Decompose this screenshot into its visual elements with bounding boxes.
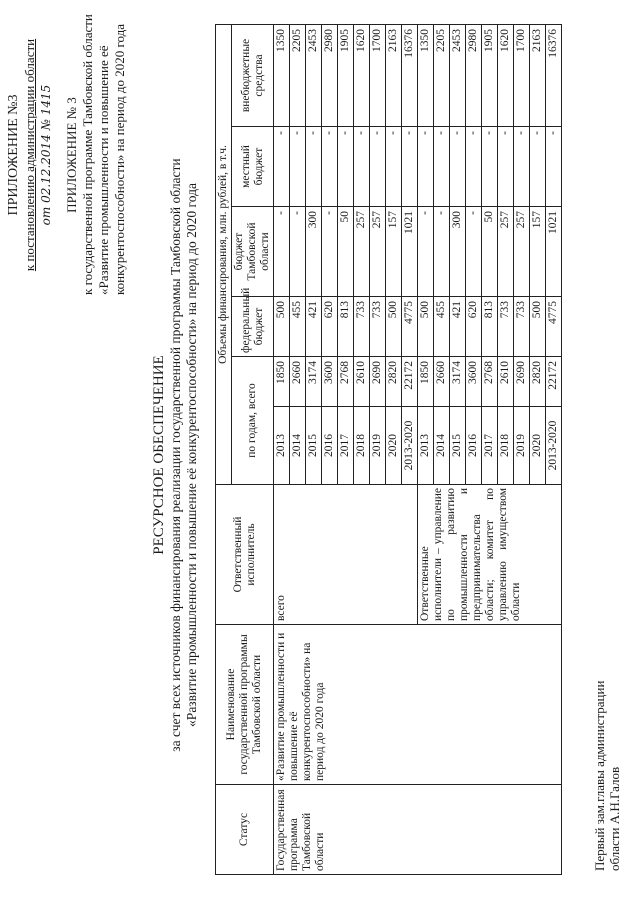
- federal-cell: 421: [450, 297, 466, 357]
- appendix-sub-text: к государственной программе Тамбовской области «Развитие промышленности и повышение её конкурентоспособности» на период до 2020 года: [80, 14, 127, 295]
- federal-cell: 500: [274, 297, 290, 357]
- federal-cell: 813: [482, 297, 498, 357]
- extra-cell: 2205: [434, 25, 450, 127]
- year-cell: 2020: [530, 407, 546, 485]
- local-cell: -: [306, 127, 322, 207]
- local-cell: -: [482, 127, 498, 207]
- extra-cell: 1905: [482, 25, 498, 127]
- signature-line1: Первый зам.главы администрации: [592, 680, 607, 871]
- total-cell: 1850: [418, 357, 434, 407]
- regional-cell: 257: [370, 207, 386, 297]
- local-cell: -: [450, 127, 466, 207]
- extra-cell: 2163: [386, 25, 402, 127]
- year-cell: 2015: [306, 407, 322, 485]
- local-cell: -: [322, 127, 338, 207]
- year-cell: 2019: [514, 407, 530, 485]
- local-cell: -: [354, 127, 370, 207]
- total-cell: 2768: [338, 357, 354, 407]
- local-cell: -: [530, 127, 546, 207]
- local-cell: -: [338, 127, 354, 207]
- total-cell: 2610: [354, 357, 370, 407]
- extra-cell: 16376: [402, 25, 418, 127]
- year-cell: 2013-2020: [546, 407, 562, 485]
- extra-cell: 1700: [370, 25, 386, 127]
- regional-cell: 257: [354, 207, 370, 297]
- federal-cell: 620: [322, 297, 338, 357]
- regional-cell: -: [290, 207, 306, 297]
- local-cell: -: [514, 127, 530, 207]
- extra-cell: 2980: [466, 25, 482, 127]
- year-cell: 2014: [290, 407, 306, 485]
- extra-cell: 16376: [546, 25, 562, 127]
- regional-cell: -: [274, 207, 290, 297]
- total-cell: 2690: [370, 357, 386, 407]
- federal-cell: 455: [434, 297, 450, 357]
- table-row: [274, 25, 290, 875]
- heading-line3: «Развитие промышленности и повышение её конкурентоспособности» на период до 2020 года: [184, 183, 199, 727]
- year-cell: 2014: [434, 407, 450, 485]
- header-local: местный бюджет: [232, 127, 274, 207]
- year-cell: 2018: [354, 407, 370, 485]
- year-cell: 2019: [370, 407, 386, 485]
- regional-cell: 300: [450, 207, 466, 297]
- year-cell: 2013: [418, 407, 434, 485]
- heading-line2: за счет всех источников финансирования реализации государственной программы Тамбовской области: [168, 158, 183, 752]
- header-federal: федеральный бюджет: [232, 297, 274, 357]
- regional-cell: -: [418, 207, 434, 297]
- regional-cell: 1021: [546, 207, 562, 297]
- total-cell: 2820: [530, 357, 546, 407]
- header-executor: Ответственный исполнитель: [216, 485, 274, 625]
- federal-cell: 421: [306, 297, 322, 357]
- year-cell: 2015: [450, 407, 466, 485]
- local-cell: -: [498, 127, 514, 207]
- regional-cell: 50: [338, 207, 354, 297]
- header-regional: бюджет Тамбовской области: [232, 207, 274, 297]
- total-cell: 22172: [546, 357, 562, 407]
- year-cell: 2020: [386, 407, 402, 485]
- local-cell: -: [402, 127, 418, 207]
- federal-cell: 4775: [546, 297, 562, 357]
- regional-cell: 257: [514, 207, 530, 297]
- appendix-main-title: ПРИЛОЖЕНИЕ №3: [6, 94, 21, 216]
- appendix-main-subtitle: к постановлению администрации области: [22, 38, 37, 272]
- header-program-name: Наименование государственной программы Тамбовской области: [216, 625, 274, 785]
- extra-cell: 2453: [306, 25, 322, 127]
- extra-cell: 1620: [354, 25, 370, 127]
- regional-cell: -: [322, 207, 338, 297]
- header-volumes: Объемы финансирования, млн. рублей, в т.ч.: [216, 25, 232, 485]
- total-cell: 22172: [402, 357, 418, 407]
- local-cell: -: [466, 127, 482, 207]
- local-cell: -: [274, 127, 290, 207]
- total-cell: 3174: [306, 357, 322, 407]
- header-extra: внебюджетные средства: [232, 25, 274, 127]
- federal-cell: 500: [530, 297, 546, 357]
- appendix-sub-title: ПРИЛОЖЕНИЕ № 3: [64, 97, 79, 213]
- local-cell: -: [434, 127, 450, 207]
- year-cell: 2017: [338, 407, 354, 485]
- appendix-block: [6, 5, 128, 305]
- handwritten-reference: от 02.12.2014 № 1415: [39, 84, 53, 226]
- extra-cell: 2163: [530, 25, 546, 127]
- total-cell: 3600: [466, 357, 482, 407]
- year-cell: 2017: [482, 407, 498, 485]
- year-cell: 2013: [274, 407, 290, 485]
- total-cell: 3600: [322, 357, 338, 407]
- total-cell: 2610: [498, 357, 514, 407]
- document-heading: [150, 45, 200, 865]
- federal-cell: 500: [386, 297, 402, 357]
- regional-cell: 257: [498, 207, 514, 297]
- executor-cell: всего: [274, 485, 418, 625]
- local-cell: -: [370, 127, 386, 207]
- program-name-cell: «Развитие промышленности и повышение её конкурентоспособности» на период до 2020 года: [274, 625, 562, 785]
- regional-cell: 300: [306, 207, 322, 297]
- header-status: Статус: [216, 785, 274, 875]
- year-cell: 2016: [466, 407, 482, 485]
- total-cell: 2820: [386, 357, 402, 407]
- federal-cell: 733: [354, 297, 370, 357]
- total-cell: 2660: [290, 357, 306, 407]
- total-cell: 2660: [434, 357, 450, 407]
- resource-table: [215, 24, 562, 875]
- federal-cell: 813: [338, 297, 354, 357]
- total-cell: 3174: [450, 357, 466, 407]
- regional-cell: 157: [530, 207, 546, 297]
- extra-cell: 1350: [418, 25, 434, 127]
- federal-cell: 733: [514, 297, 530, 357]
- signature-block: [592, 681, 622, 871]
- year-cell: 2018: [498, 407, 514, 485]
- regional-cell: 50: [482, 207, 498, 297]
- extra-cell: 2205: [290, 25, 306, 127]
- local-cell: -: [418, 127, 434, 207]
- extra-cell: 1350: [274, 25, 290, 127]
- executor-cell: Ответственные исполнители – управление по развитию промышленности и предпринимательства области; комитет по управлению имуществом области: [418, 485, 562, 625]
- local-cell: -: [290, 127, 306, 207]
- heading-line1: РЕСУРСНОЕ ОБЕСПЕЧЕНИЕ: [151, 355, 167, 555]
- extra-cell: 2453: [450, 25, 466, 127]
- total-cell: 1850: [274, 357, 290, 407]
- year-cell: 2013-2020: [402, 407, 418, 485]
- extra-cell: 1905: [338, 25, 354, 127]
- signature-line2: области А.Н.Галов: [607, 766, 622, 871]
- regional-cell: -: [434, 207, 450, 297]
- extra-cell: 2980: [322, 25, 338, 127]
- total-cell: 2690: [514, 357, 530, 407]
- federal-cell: 4775: [402, 297, 418, 357]
- local-cell: -: [546, 127, 562, 207]
- local-cell: -: [386, 127, 402, 207]
- extra-cell: 1620: [498, 25, 514, 127]
- federal-cell: 500: [418, 297, 434, 357]
- total-cell: 2768: [482, 357, 498, 407]
- header-row-1: [216, 25, 232, 875]
- federal-cell: 733: [370, 297, 386, 357]
- status-cell: Государственная программа Тамбовской области: [274, 785, 562, 875]
- regional-cell: 1021: [402, 207, 418, 297]
- regional-cell: 157: [386, 207, 402, 297]
- federal-cell: 620: [466, 297, 482, 357]
- federal-cell: 733: [498, 297, 514, 357]
- federal-cell: 455: [290, 297, 306, 357]
- header-by-years: по годам, всего: [232, 357, 274, 485]
- extra-cell: 1700: [514, 25, 530, 127]
- regional-cell: -: [466, 207, 482, 297]
- year-cell: 2016: [322, 407, 338, 485]
